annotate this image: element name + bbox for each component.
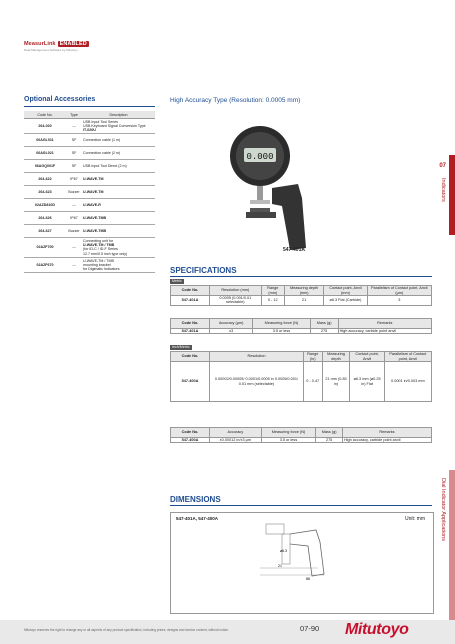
metric-row-2-cell: 547-401A [171,329,210,334]
inch-row-2-cell: ±0.00012 in/±3 µm [210,438,262,443]
section-tab-bar [449,155,455,235]
metric-row-2 [171,329,432,334]
metric-tag: Metric [172,279,182,283]
inch-header [171,352,432,362]
description-line: U-WAVE-R [83,203,101,208]
metric-row-cell: 0 - 12 [261,296,284,306]
accessories-header-0: Code No. [24,111,66,119]
accessory-type: IP67 [66,212,82,225]
logo-badge: ENABLED [59,41,87,47]
inch-row-2-cell: High accuracy, carbide point anvil [342,438,431,443]
measurlink-logo: MeasurLink ENABLED [24,41,87,47]
description-line: mounting bracket [83,262,111,267]
dim-label-length: 88 [306,577,310,581]
accessory-type: Buzzer [66,225,82,238]
inch-row-2-cell: 547-400A [171,438,210,443]
accessory-description [82,160,155,173]
accessory-description [82,173,155,186]
metric-header-cell: Code No. [171,286,210,296]
inch-header-2-cell: Accuracy [210,428,262,438]
table-row [24,238,155,258]
table-row [24,119,155,134]
accessory-description [82,199,155,212]
inch-header-2 [171,428,432,438]
accessory-code: 06AGL021 [24,147,66,160]
accessory-type: SF [66,147,82,160]
description-line: U-WAVE-TM [83,177,104,182]
specifications-title: SPECIFICATIONS [170,266,237,275]
inch-header-cell: Range (in) [303,352,322,362]
metric-header-cell: Resolution (mm) [210,286,262,296]
inch-row-cell: 0 - 0.47 [303,362,322,402]
table-row [24,199,155,212]
accessory-description [82,147,155,160]
dim-label-depth: 21 [278,564,282,568]
accessory-type: — [66,119,82,134]
dimensions-title: DIMENSIONS [170,495,221,504]
category-label: Dial Indicator Applications [440,478,446,541]
specifications-rule [170,276,432,277]
page-number: 07-90 [300,624,320,633]
inch-row [171,362,432,402]
description-line: for Digimatic Indicators [83,266,120,271]
inch-row-2-cell: 3.5 or less [261,438,316,443]
dimensions-unit: Unit: mm [405,516,425,522]
inch-header-2-cell: Remarks [342,428,431,438]
inch-header-cell: Code No. [171,352,210,362]
accessory-type: SF [66,134,82,147]
table-row [24,186,155,199]
metric-row-cell: 0.0005 (0.001/0.01 selectable) [210,296,262,306]
metric-header-2-cell: Remarks [338,319,431,329]
description-line: USB Keyboard Signal Conversion Type [83,123,146,128]
table-row [24,257,155,272]
accessory-type: — [66,199,82,212]
description-line: Connection cable (1 m) [83,138,121,143]
table-row [24,134,155,147]
inch-header-cell: Parallelism of Contact point, Anvil [384,352,431,362]
accessory-description [82,225,155,238]
accessory-type: — [66,238,82,258]
inch-row-cell: 0.00002/0.00005/ 0.0001/0.0005 in 0.0005/0.001/ 0.01 mm (selectable) [210,362,304,402]
accessories-header-2: Description [82,111,155,119]
description-line: U-WAVE-TMB [83,216,107,221]
metric-row-cell: 21 [284,296,323,306]
accessory-code: 06AGQ001F [24,160,66,173]
accessory-description [82,257,155,272]
accessory-code: 264-020 [24,119,66,134]
dimensions-rule [170,505,432,506]
metric-row-2-cell: High accuracy, carbide point anvil [338,329,431,334]
metric-row-cell: ø6.3 Flat (Carbide) [324,296,367,306]
metric-spec-table [170,285,432,306]
section-label: Indicators [440,178,446,202]
accessory-type: — [66,257,82,272]
mitutoyo-logo: Mitutoyo [345,621,409,638]
metric-header-cell: Range (mm) [261,286,284,296]
accessories-header-1: Type [66,111,82,119]
accessory-code: 06AGL011 [24,134,66,147]
dimensions-models: 547-401A, 547-400A [176,516,219,521]
accessory-description [82,119,155,134]
metric-row-2-cell: ±3 [210,329,253,334]
accessory-code: 264-622 [24,173,66,186]
page-tab-number: 07 [439,163,446,169]
accessories-title: Optional Accessories [24,96,96,103]
inch-header-2-cell: Code No. [171,428,210,438]
accessory-description [82,212,155,225]
metric-header-2 [171,319,432,329]
description-line: U-WAVE-TM [83,190,104,195]
accessory-code: 264-623 [24,186,66,199]
inch-header-cell: Resolution [210,352,304,362]
product-caption: High Accuracy Type (Resolution: 0.0005 mm) [170,97,301,104]
metric-row-cell: 3 [367,296,431,306]
footer-note: Mitutoyo reserves the right to change any or all aspects of any product specification, including prices, designs and service content, without notice. [24,628,229,632]
description-line: USB Input Tool Direct (2 m) [83,164,127,169]
inch-header-2-cell: Measuring force (N) [261,428,316,438]
metric-header-cell: Contact point, Anvil (mm) [324,286,367,296]
metric-spec-table-2 [170,318,432,334]
description-line: Connecting unit for [83,239,114,244]
description-line: (for ID-C / ID-F Series [83,247,118,252]
logo-subtitle: Data Management Software by Mitutoyo [24,48,78,52]
dimension-drawing [258,522,338,582]
inch-header-cell: Measuring depth [322,352,350,362]
model-label: 547-401A [283,247,305,253]
accessory-type: Buzzer [66,186,82,199]
accessory-code: 02AZF670 [24,257,66,272]
accessory-code: 02AZF700 [24,238,66,258]
table-row [24,147,155,160]
metric-header-2-cell: Code No. [171,319,210,329]
description-line: 12.7 mm/0.5 inch type only) [83,251,128,256]
display-value: 0.000 [246,152,274,162]
dim-label-dia: ø6.3 [280,549,288,553]
table-row [24,173,155,186]
metric-header-2-cell: Measuring force (N) [253,319,310,329]
inch-row-cell: 547-400A [171,362,210,402]
metric-header-2-cell: Accuracy (µm) [210,319,253,329]
description-line: U-WAVE-TMB [83,229,107,234]
inch-spec-table [170,351,432,402]
accessory-type: SF [66,160,82,173]
metric-row [171,296,432,306]
description-line: U-WAVE-TM / TMB [83,258,114,263]
accessory-type: IP67 [66,173,82,186]
metric-header-cell: Measuring depth (mm) [284,286,323,296]
inch-row-cell: 0.0001 in/0.003 mm [384,362,431,402]
description-line: IT-020U [83,128,96,133]
inch-header-cell: Contact point, Anvil [350,352,384,362]
accessories-table [24,111,155,273]
inch-row-2-cell: 275 [316,438,343,443]
metric-row-2-cell: 3.5 or less [253,329,310,334]
inch-row-cell: ø6.3 mm (ø0.25 in) Flat [350,362,384,402]
accessories-rule [24,106,155,107]
description-line: USB Input Tool Series [83,119,119,124]
metric-row-2-cell: 275 [310,329,338,334]
thickness-gauge-image [220,118,340,258]
metric-header [171,286,432,296]
inch-header-2-cell: Mass (g) [316,428,343,438]
accessory-description [82,238,155,258]
accessory-code: 264-627 [24,225,66,238]
inch-row-cell: 21 mm (0.83 in) [322,362,350,402]
metric-header-cell: Parallelism of Contact point, Anvil (µm) [367,286,431,296]
table-row [24,225,155,238]
metric-header-2-cell: Mass (g) [310,319,338,329]
inch-row-2 [171,438,432,443]
category-tab-bar [449,470,455,620]
description-line: Connection cable (2 m) [83,151,121,156]
table-row [24,160,155,173]
metric-row-cell: 547-401A [171,296,210,306]
accessory-description [82,134,155,147]
accessory-description [82,186,155,199]
accessory-code: 02AZD810D [24,199,66,212]
inch-spec-table-2 [170,427,432,443]
table-row [24,212,155,225]
accessory-code: 264-626 [24,212,66,225]
inch-metric-tag: Inch/Metric [172,345,190,349]
description-line: U-WAVE-TM / TMB [83,243,115,248]
